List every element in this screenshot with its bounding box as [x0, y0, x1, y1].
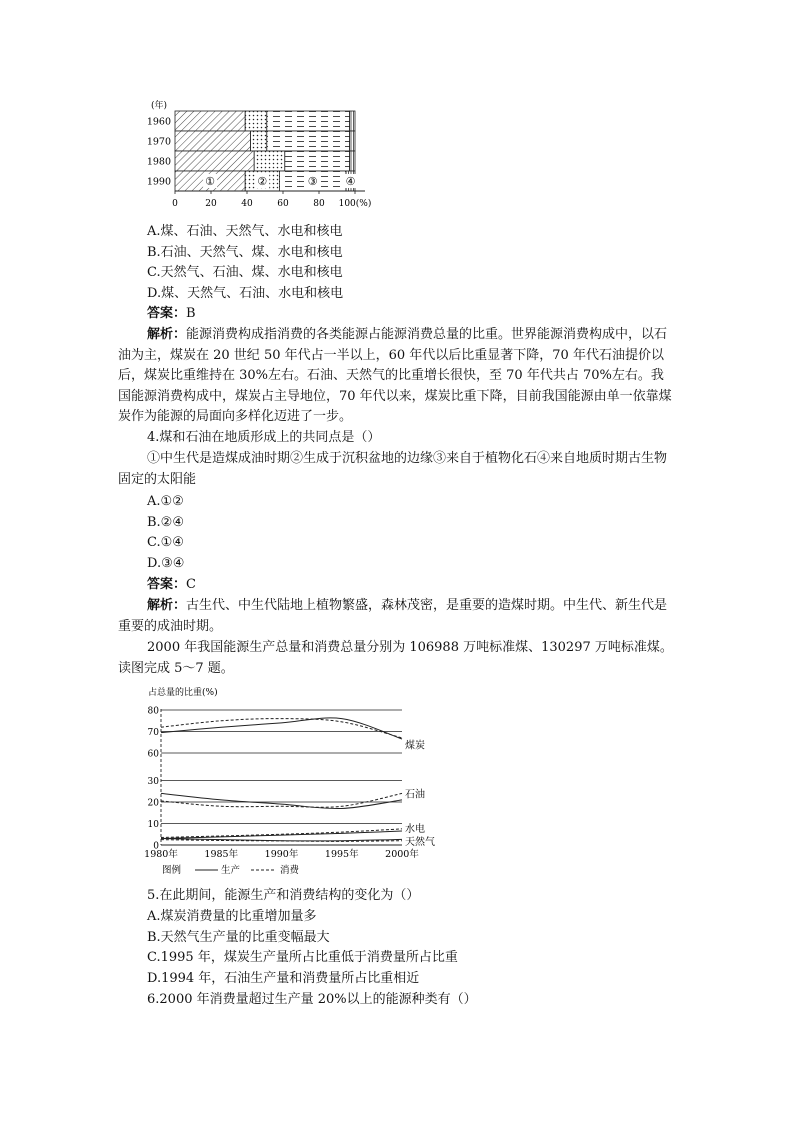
production-line [161, 718, 402, 739]
series-label: 石油 [405, 789, 425, 801]
production-line [161, 831, 402, 839]
option-b-q3: B.石油、天然气、煤、水电和核电 [147, 245, 343, 260]
option-a-q3: A.煤、石油、天然气、水电和核电 [147, 224, 343, 239]
bar-category-label: 1990 [146, 176, 171, 188]
legend-prefix: 图例 [162, 865, 182, 876]
bar-segment [254, 151, 285, 171]
q5-stem: 5.在此期间，能源生产和消费结构的变化为（） [147, 888, 420, 903]
series-label: 煤炭 [405, 740, 425, 752]
analysis-label: 解析： [147, 327, 187, 342]
line-chart-title: 占总量的比重(%) [148, 688, 218, 698]
y-tick-label: 30 [147, 777, 159, 787]
answer-q4 [147, 575, 196, 595]
bar-segment [175, 131, 251, 151]
bar-category-label: 1970 [146, 136, 171, 148]
bar-segment [267, 131, 350, 151]
x-tick-label: 1990年 [264, 849, 299, 860]
answer-label: 答案： [147, 306, 187, 321]
consumption-line [161, 793, 402, 807]
bar-segment [350, 131, 355, 151]
intro-questions-5-7: 2000 年我国能源生产总量和消费总量分别为 106988 万吨标准煤、130297 万吨标准煤。读图完成 5～7 题。 [118, 640, 673, 676]
analysis-label: 解析： [147, 598, 187, 613]
y-tick-label: 0 [153, 841, 159, 852]
series-label: 天然气 [405, 837, 435, 849]
option-d-q5: D.1994 年，石油生产量和消费量所占比重相近 [147, 971, 420, 986]
consumption-line [161, 829, 402, 838]
option-a-q4: A.①② [147, 494, 184, 509]
bar-segment [350, 111, 355, 131]
y-tick-label: 20 [147, 798, 159, 809]
answer-label: 答案： [147, 577, 187, 592]
x-tick-label: 2000年 [385, 849, 419, 860]
q6-stem: 6.2000 年消费量超过生产量 20%以上的能源种类有（） [147, 992, 477, 1007]
bar-chart-ylabel: (年) [151, 101, 168, 111]
x-tick-label: 20 [205, 199, 217, 209]
analysis-text: 能源消费构成指消费的各类能源占能源消费总量的比重。世界能源消费构成中，以石油为主，煤炭在 20 世纪 50 年代占一半以上，60 年代以后比重显著下降，70 年代石油提价以后，煤炭比重维持在 30%左右。石油、天然气的比重增长很快，至 70 年代共占 70%左右。我国能源消费构成中，煤炭占主导地位，70 年代以来，煤炭比重下降，目前我国能源由单一依靠煤炭作为能源的局面向多样化迈进了一步。 [118, 327, 672, 424]
segment-label: ① [205, 175, 216, 188]
option-c-q4: C.①④ [147, 535, 184, 550]
segment-label: ② [257, 175, 268, 188]
x-tick-label: 1985年 [204, 849, 239, 860]
bar-segment [251, 131, 267, 151]
y-tick-label: 80 [147, 706, 159, 717]
segment-label: ③ [307, 175, 318, 188]
legend-consumption: 消费 [280, 865, 300, 876]
bar-segment [285, 151, 350, 171]
bar-segment [175, 111, 245, 131]
x-tick-label: 1980年 [144, 849, 178, 860]
y-tick-label: 60 [147, 749, 159, 760]
analysis-text: 古生代、中生代陆地上植物繁盛，森林茂密，是重要的造煤时期。中生代、新生代是重要的成油时期。 [118, 598, 668, 634]
bar-category-label: 1960 [146, 116, 171, 128]
x-tick-label: 100(%) [338, 199, 372, 209]
x-tick-label: 1995年 [324, 849, 359, 860]
bar-segment [350, 151, 355, 171]
legend-production: 生产 [221, 865, 241, 876]
segment-label: ④ [345, 175, 356, 188]
x-tick-label: 40 [241, 199, 253, 209]
answer-value: B [186, 306, 196, 321]
x-tick-label: 60 [277, 199, 289, 209]
series-label: 水电 [405, 823, 425, 835]
answer-value: C [186, 577, 196, 592]
energy-structure-bar-chart [140, 94, 400, 222]
option-a-q5: A.煤炭消费量的比重增加量多 [147, 909, 317, 924]
analysis-q4 [118, 596, 676, 637]
option-c-q5: C.1995 年，煤炭生产量所占比重低于消费量所占比重 [147, 950, 458, 965]
x-tick-label: 0 [172, 199, 178, 209]
bar-segment [175, 151, 254, 171]
option-b-q4: B.②④ [147, 515, 184, 530]
option-d-q3: D.煤、天然气、石油、水电和核电 [147, 286, 344, 301]
consumption-line [161, 719, 402, 738]
option-b-q5: B.天然气生产量的比重变幅最大 [147, 930, 330, 945]
x-tick-label: 80 [313, 199, 325, 209]
bar-segment [245, 111, 267, 131]
answer-q3 [147, 304, 196, 324]
analysis-q3 [118, 325, 676, 428]
option-d-q4: D.③④ [147, 556, 185, 571]
y-tick-label: 10 [147, 820, 159, 830]
bar-segment [267, 111, 350, 131]
bar-category-label: 1980 [146, 156, 171, 168]
q4-stem: 4.煤和石油在地质形成上的共同点是（） [147, 430, 381, 445]
option-c-q3: C.天然气、石油、煤、水电和核电 [147, 265, 343, 280]
energy-production-consumption-line-chart [140, 683, 440, 879]
line-chart-legend [162, 864, 300, 876]
y-tick-label: 70 [147, 728, 159, 738]
q4-statements: ①中生代是造煤成油时期②生成于沉积盆地的边缘③来自于植物化石④来自地质时期古生物固定的太阳能 [118, 451, 668, 487]
